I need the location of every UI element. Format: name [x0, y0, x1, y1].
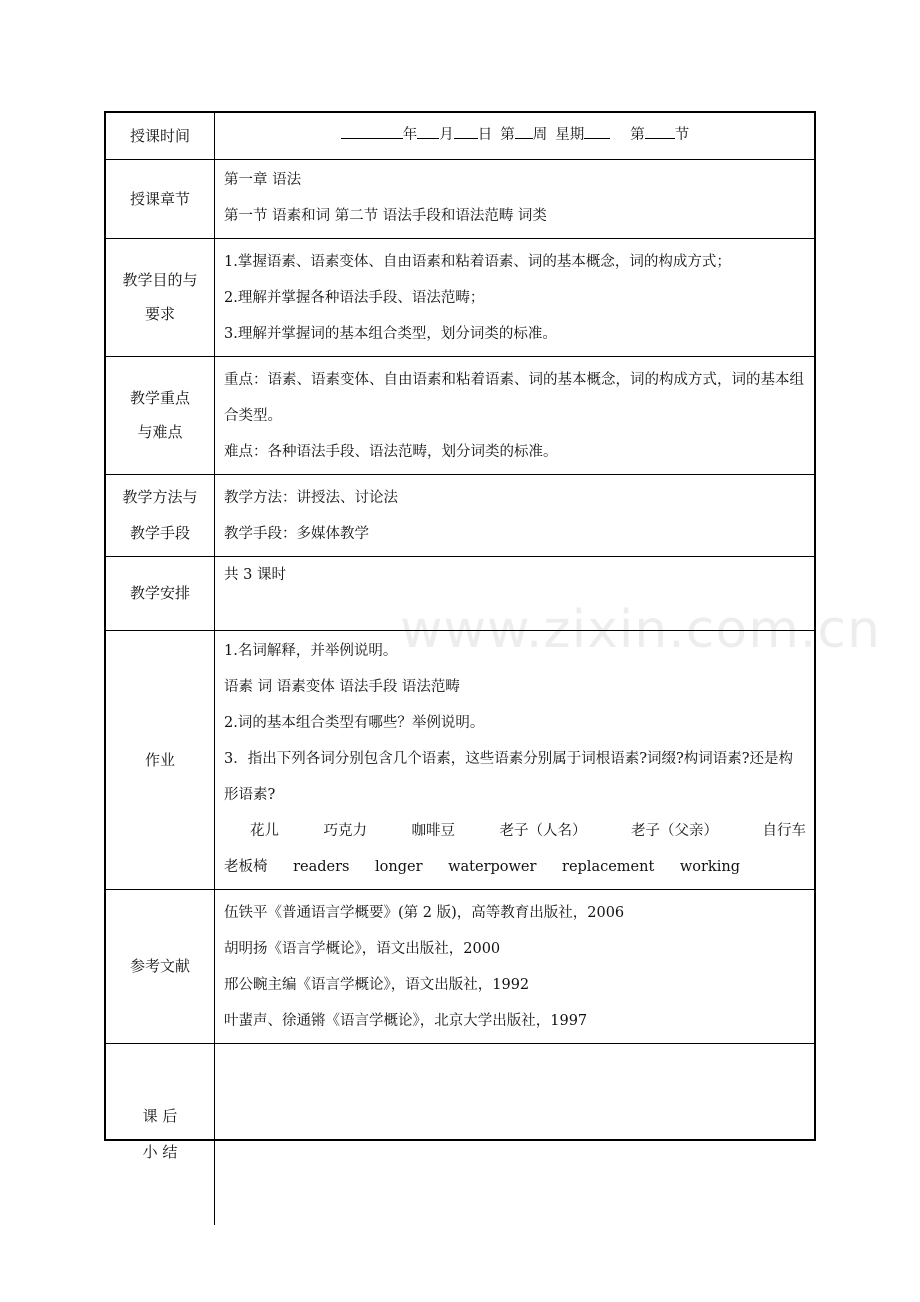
homework-words-row1	[224, 813, 806, 849]
label-objectives-line2: 要求	[144, 305, 175, 323]
row-methods	[106, 474, 814, 556]
row-homework	[106, 630, 814, 889]
word-item: longer	[375, 858, 423, 875]
reference-item-1: 伍铁平《普通语言学概要》(第 2 版)，高等教育出版社，2006	[224, 904, 625, 921]
reference-item-4: 叶蜚声、徐通锵《语言学概论》，北京大学出版社，1997	[224, 1012, 588, 1029]
word-item: 自行车	[762, 822, 806, 839]
word-item: waterpower	[448, 858, 537, 875]
chapter-title: 第一章 语法	[224, 171, 302, 188]
schedule-hours: 共 3 课时	[215, 556, 815, 630]
row-summary	[106, 1043, 814, 1225]
label-methods-line1: 教学方法与	[122, 488, 198, 506]
section-blank[interactable]	[645, 124, 675, 139]
word-item: replacement	[562, 858, 655, 875]
section-prefix: 第	[630, 126, 645, 143]
chapter-content	[215, 159, 815, 238]
word-item: 老板椅	[224, 858, 268, 875]
label-summary-line2: 小 结	[142, 1143, 178, 1162]
label-chapter: 授课章节	[106, 159, 215, 238]
word-item: 老子（人名）	[499, 822, 587, 839]
objective-item-3: 3.理解并掌握词的基本组合类型，划分词类的标准。	[224, 325, 557, 342]
label-focus-line1: 教学重点	[129, 389, 190, 407]
key-points: 重点：语素、语素变体、自由语素和粘着语素、词的基本概念，词的构成方式，词的基本组合类型。	[224, 371, 804, 424]
label-references: 参考文献	[106, 889, 215, 1043]
year-text: 年	[402, 126, 418, 143]
label-homework: 作业	[106, 630, 215, 889]
row-class-time	[106, 113, 814, 159]
objectives-content	[215, 238, 815, 356]
label-class-time: 授课时间	[106, 113, 215, 159]
word-item: 咖啡豆	[411, 822, 455, 839]
chapter-sections: 第一节 语素和词 第二节 语法手段和语法范畴 词类	[224, 207, 547, 224]
methods-content	[215, 474, 815, 556]
label-summary-line1: 课 后	[142, 1107, 178, 1126]
month-text: 月	[439, 126, 454, 143]
reference-item-3: 邢公畹主编《语言学概论》，语文出版社，1992	[224, 976, 530, 993]
homework-q1: 1.名词解释，并举例说明。	[224, 642, 398, 659]
week-prefix: 第	[500, 126, 515, 143]
label-methods-line2: 教学手段	[129, 524, 190, 542]
weekday-blank[interactable]	[584, 124, 610, 139]
summary-input-area[interactable]	[215, 1043, 815, 1225]
homework-content	[215, 630, 815, 889]
class-time-fields	[215, 113, 815, 159]
row-schedule	[106, 556, 814, 630]
month-blank[interactable]	[417, 124, 439, 139]
word-item: readers	[293, 858, 350, 875]
objective-item-2: 2.理解并掌握各种语法手段、语法范畴；	[224, 289, 485, 306]
homework-terms: 语素 词 语素变体 语法手段 语法范畴	[224, 678, 460, 695]
references-content	[215, 889, 815, 1043]
row-focus	[106, 356, 814, 474]
row-references	[106, 889, 814, 1043]
section-text: 节	[674, 126, 690, 143]
row-objectives	[106, 238, 814, 356]
homework-words-row2	[224, 849, 806, 885]
word-item: 巧克力	[323, 822, 367, 839]
word-item: working	[679, 858, 740, 875]
reference-item-2: 胡明扬《语言学概论》，语文出版社，2000	[224, 940, 501, 957]
label-methods	[106, 474, 215, 556]
label-summary	[106, 1043, 215, 1225]
word-item: 老子（父亲）	[631, 822, 718, 839]
word-item: 花儿	[250, 822, 279, 839]
homework-q2: 2.词的基本组合类型有哪些？举例说明。	[224, 714, 485, 731]
label-focus	[106, 356, 215, 474]
lesson-plan-sheet	[104, 111, 816, 1162]
day-blank[interactable]	[454, 124, 478, 139]
teaching-method: 教学方法：讲授法、讨论法	[224, 489, 398, 506]
focus-content	[215, 356, 815, 474]
weekday-text: 星期	[555, 126, 585, 143]
lesson-plan-table	[106, 113, 814, 1225]
week-blank[interactable]	[515, 124, 533, 139]
label-objectives	[106, 238, 215, 356]
row-chapter	[106, 159, 814, 238]
teaching-means: 教学手段：多媒体教学	[224, 525, 369, 542]
homework-q3: 3．指出下列各词分别包含几个语素，这些语素分别属于词根语素?词缀?构词语素?还是构形语素?	[224, 750, 794, 803]
watermark: www.zixin.com.cn	[400, 600, 881, 660]
difficult-points: 难点：各种语法手段、语法范畴，划分词类的标准。	[224, 443, 558, 460]
objective-item-1: 1.掌握语素、语素变体、自由语素和粘着语素、词的基本概念，词的构成方式；	[224, 253, 731, 270]
week-text: 周	[532, 126, 548, 143]
label-schedule: 教学安排	[106, 556, 215, 630]
day-text: 日	[477, 126, 493, 143]
label-focus-line2: 与难点	[137, 423, 183, 441]
label-objectives-line1: 教学目的与	[122, 271, 198, 289]
year-blank[interactable]	[341, 124, 403, 139]
